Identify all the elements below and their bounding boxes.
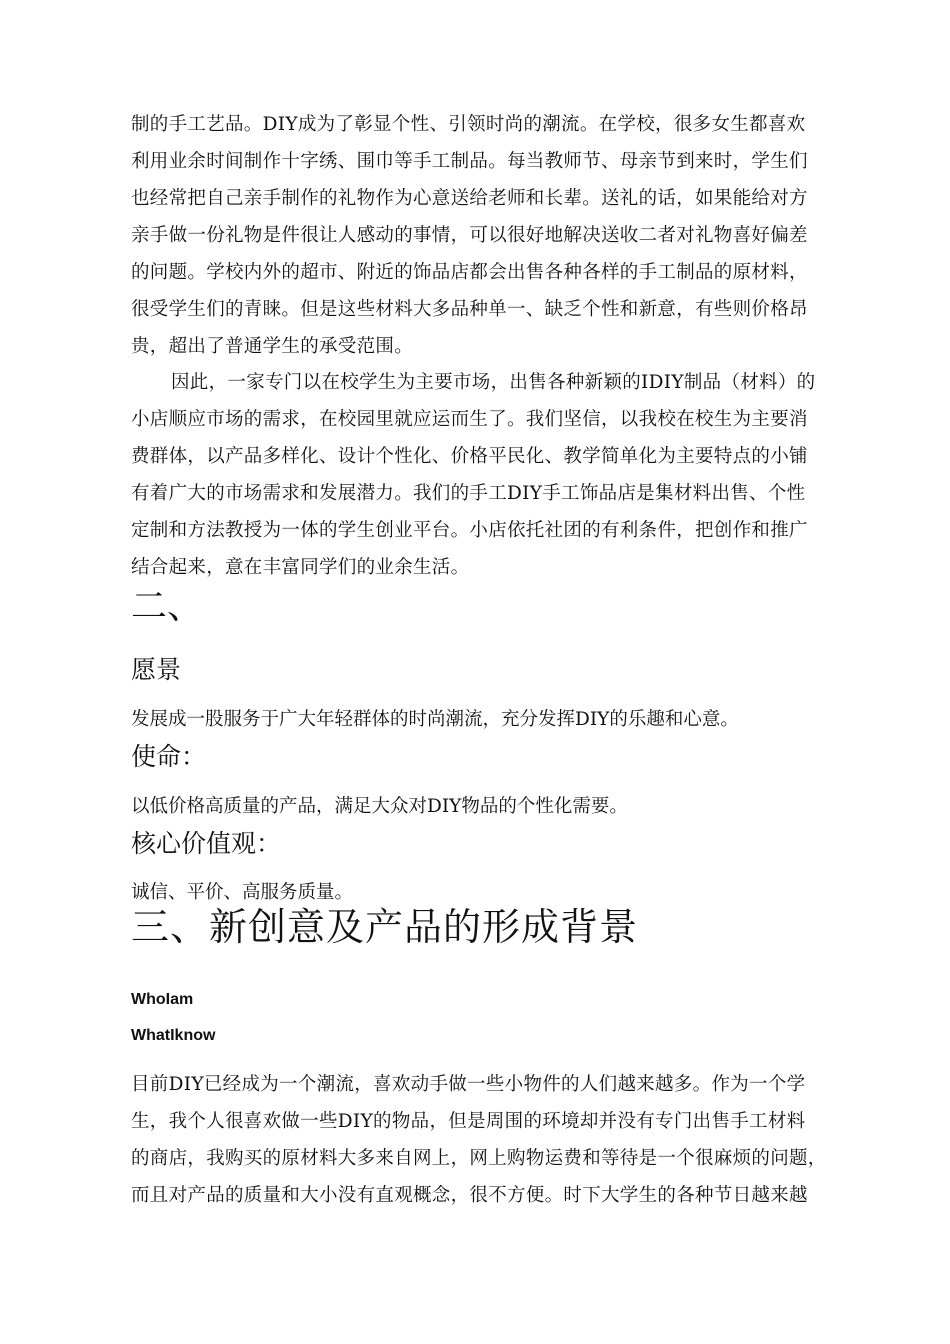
section-three-heading: 三、新创意及产品的形成背景: [131, 905, 639, 949]
mission-heading: 使命：: [131, 742, 207, 771]
paragraph-line: 目前DIY已经成为一个潮流，喜欢动手做一些小物件的人们越来越多。作为一个学: [131, 1074, 806, 1095]
paragraph-line: 的商店，我购买的原材料大多来自网上，网上购物运费和等待是一个很麻烦的问题，: [131, 1148, 827, 1169]
values-heading: 核心价值观：: [131, 829, 282, 858]
paragraph-line: 很受学生们的青睐。但是这些材料大多品种单一、缺乏个性和新意，有些则价格昂: [131, 299, 808, 320]
intro-paragraph: [131, 106, 831, 365]
values-text: 诚信、平价、高服务质量。: [131, 882, 354, 903]
mission-text: 以低价格高质量的产品，满足大众对DIY物品的个性化需要。: [131, 796, 628, 817]
what-i-know-label: WhatIknow: [131, 1027, 216, 1044]
paragraph-line: 结合起来，意在丰富同学们的业余生活。: [131, 557, 470, 578]
paragraph-line: 费群体，以产品多样化、设计个性化、价格平民化、教学简单化为主要特点的小铺: [131, 446, 808, 467]
paragraph-line: 也经常把自己亲手制作的礼物作为心意送给老师和长辈。送礼的话，如果能给对方: [131, 188, 808, 209]
paragraph-line: 利用业余时间制作十字绣、围巾等手工制品。每当教师节、母亲节到来时，学生们: [131, 151, 808, 172]
paragraph-line: 的问题。学校内外的超市、附近的饰品店都会出售各种各样的手工制品的原材料，: [131, 262, 808, 283]
vision-heading: 愿景: [131, 655, 182, 684]
paragraph-line: 亲手做一份礼物是件很让人感动的事情，可以很好地解决送收二者对礼物喜好偏差: [131, 225, 808, 246]
paragraph-line: 因此，一家专门以在校学生为主要市场，出售各种新颖的IDIY制品（材料）的: [171, 372, 816, 393]
paragraph-line: 制的手工艺品。DIY成为了彰显个性、引领时尚的潮流。在学校，很多女生都喜欢: [131, 114, 806, 135]
therefore-paragraph: [131, 364, 831, 586]
background-paragraph: [131, 1066, 831, 1214]
paragraph-line: 而且对产品的质量和大小没有直观概念，很不方便。时下大学生的各种节日越来越: [131, 1185, 808, 1206]
vision-text: 发展成一股服务于广大年轻群体的时尚潮流，充分发挥DIY的乐趣和心意。: [131, 709, 739, 730]
paragraph-line: 贵，超出了普通学生的承受范围。: [131, 336, 414, 357]
paragraph-line: 定制和方法教授为一体的学生创业平台。小店依托社团的有利条件，把创作和推广: [131, 520, 808, 541]
section-two-heading: 二、: [131, 586, 204, 627]
who-i-am-label: WhoIam: [131, 991, 194, 1008]
paragraph-line: 小店顺应市场的需求，在校园里就应运而生了。我们坚信，以我校在校生为主要消: [131, 409, 808, 430]
paragraph-line: 有着广大的市场需求和发展潜力。我们的手工DIY手工饰品店是集材料出售、个性: [131, 483, 806, 504]
paragraph-line: 生，我个人很喜欢做一些DIY的物品，但是周围的环境却并没有专门出售手工材料: [131, 1111, 806, 1132]
